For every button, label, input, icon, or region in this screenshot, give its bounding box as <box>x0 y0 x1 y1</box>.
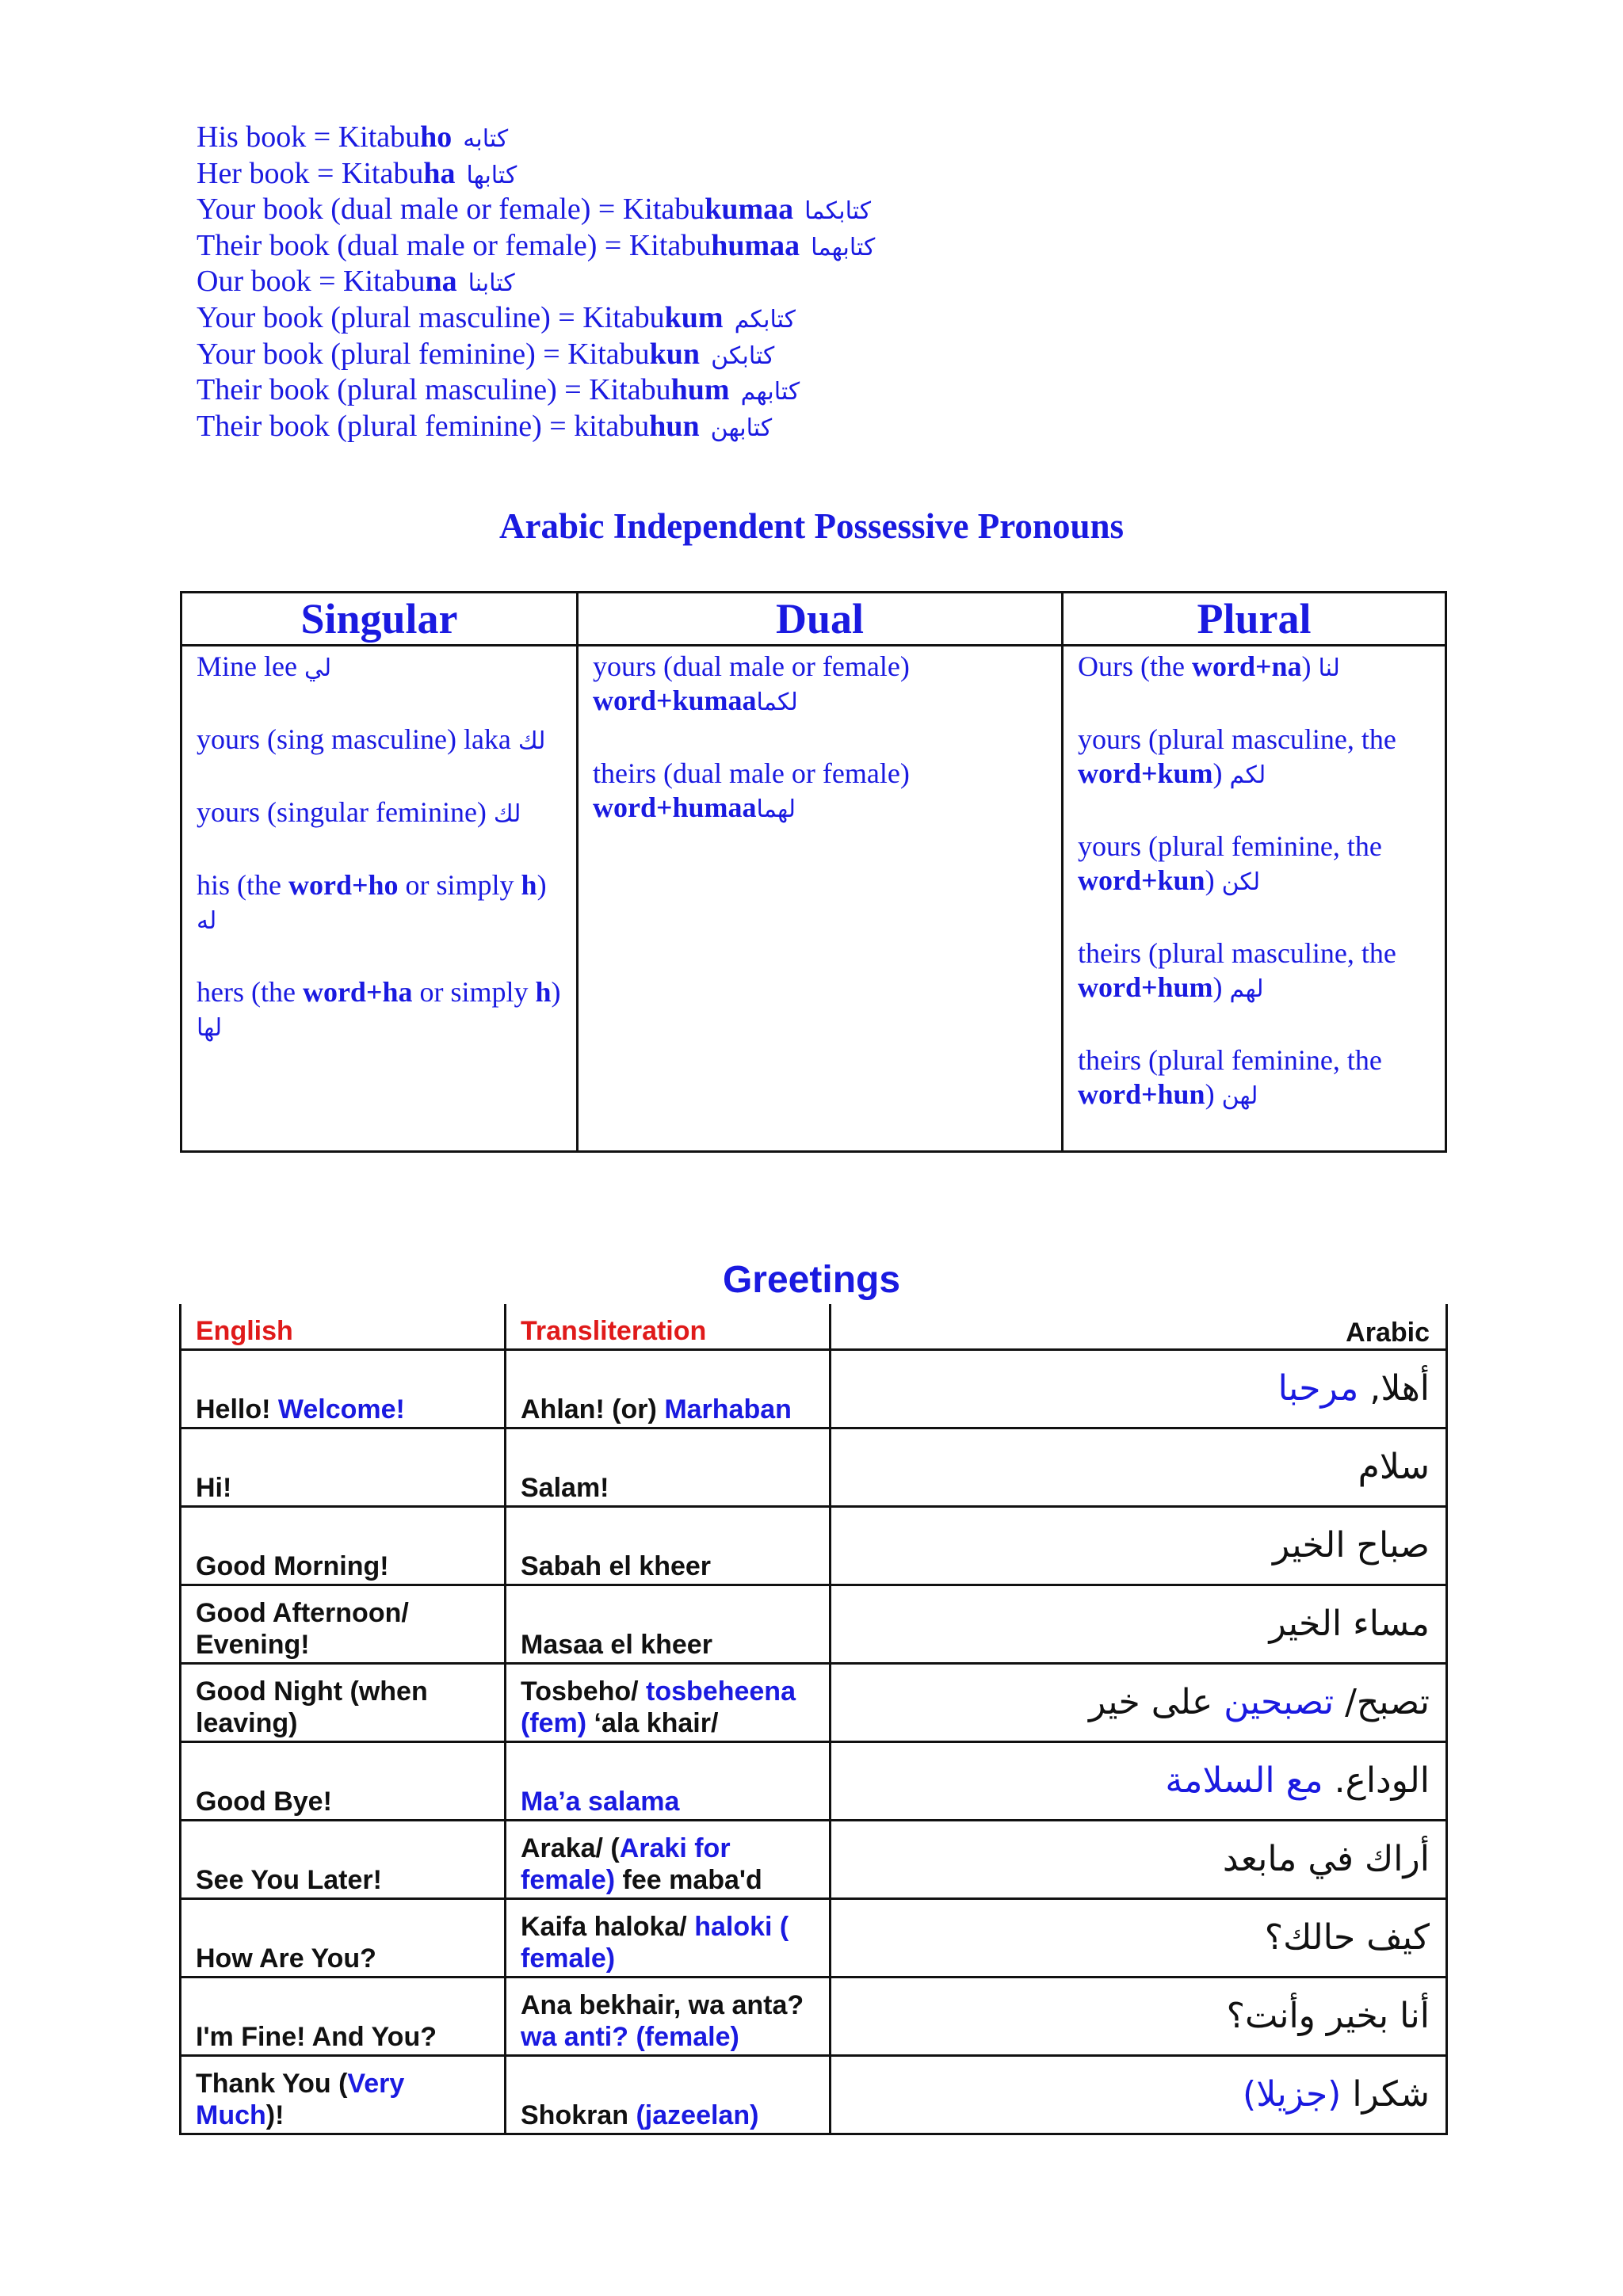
greeting-row <box>181 1742 1447 1821</box>
possessive-row <box>197 301 875 338</box>
pronoun-entry <box>197 650 565 685</box>
possessive-row <box>197 229 875 265</box>
greeting-english-part: Welcome! <box>277 1394 405 1425</box>
possessive-row <box>197 193 875 229</box>
pronoun-arabic: لنا <box>1318 654 1340 682</box>
possessive-arabic: كتابهم <box>740 378 800 406</box>
greeting-arabic-part: سلام <box>1358 1447 1430 1487</box>
greeting-arabic-part: شكرا <box>1341 2074 1430 2115</box>
greeting-english-part: Good Afternoon/ Evening! <box>196 1598 409 1660</box>
greeting-transliteration <box>506 1899 831 1978</box>
pronoun-arabic: لك <box>517 727 546 755</box>
pronoun-form: word+kun <box>1078 864 1205 896</box>
pronoun-text: yours (plural masculine, the <box>1078 723 1396 755</box>
greeting-arabic-part: (جزيلا) <box>1243 2074 1342 2115</box>
possessive-english: Our book = Kitabu <box>197 265 426 299</box>
possessive-english: Your book (plural masculine) = Kitabu <box>197 300 665 334</box>
possessive-row <box>197 120 875 157</box>
possessive-arabic: كتابه <box>463 125 509 153</box>
possessive-arabic: كتابكن <box>711 341 775 370</box>
pronoun-text: or simply <box>398 869 521 901</box>
greeting-transliteration-part: ‘ala khair/ <box>586 1708 719 1738</box>
greeting-english-part: Good Night (when leaving) <box>196 1676 428 1738</box>
possessive-english: Their book (plural feminine) = kitabu <box>197 409 650 443</box>
greeting-arabic-part: مع السلامة <box>1165 1760 1323 1801</box>
greeting-arabic <box>831 1821 1447 1899</box>
greeting-arabic-part: مساء الخير <box>1269 1604 1430 1644</box>
greeting-transliteration-part: Araki for female) <box>521 1833 731 1895</box>
pronoun-form: word+na <box>1191 650 1302 682</box>
pronoun-entry <box>593 650 1050 719</box>
greeting-transliteration-part: Ma’a salama <box>521 1787 680 1817</box>
greeting-english <box>181 1978 506 2056</box>
possessive-suffix: kun <box>649 337 701 371</box>
greeting-english <box>181 1585 506 1664</box>
greeting-english-part: How Are You? <box>196 1943 376 1974</box>
possessive-english: Your book (dual male or female) = Kitabu <box>197 193 705 227</box>
greeting-transliteration-part: fee maba'd <box>615 1865 762 1895</box>
greeting-arabic-part: أهلا, <box>1358 1368 1430 1409</box>
pronoun-form: word+ho <box>288 869 399 901</box>
possessive-row <box>197 157 875 193</box>
greeting-english <box>181 2056 506 2134</box>
greeting-transliteration <box>506 1742 831 1821</box>
greeting-english <box>181 1350 506 1428</box>
plural-column <box>1063 646 1446 1152</box>
pronoun-entry <box>197 868 565 938</box>
greeting-row <box>181 1899 1447 1978</box>
header-dual: Dual <box>578 593 1063 646</box>
greeting-english-part: Very Much <box>196 2069 405 2130</box>
greeting-arabic <box>831 1742 1447 1821</box>
pronoun-text: ) <box>1301 650 1319 682</box>
greeting-transliteration <box>506 2056 831 2134</box>
greeting-arabic-part: الوداع. <box>1323 1760 1430 1801</box>
greeting-transliteration-part: Ana bekhair, wa anta? <box>521 1990 804 2020</box>
pronoun-text: his (the <box>197 869 288 901</box>
pronoun-form: word+kumaa <box>593 685 757 716</box>
pronoun-entry <box>197 975 565 1045</box>
greeting-arabic <box>831 1350 1447 1428</box>
greeting-transliteration <box>506 1821 831 1899</box>
possessive-suffix-list <box>197 120 875 445</box>
pronoun-form: word+hun <box>1078 1078 1205 1110</box>
possessive-row <box>197 410 875 446</box>
pronoun-arabic: لكن <box>1221 868 1261 896</box>
greeting-transliteration-part: wa anti? (female) <box>521 2022 739 2052</box>
pronoun-text: theirs (plural feminine, the <box>1078 1044 1382 1076</box>
possessive-suffix: hum <box>670 373 730 407</box>
possessive-row <box>197 265 875 301</box>
pronoun-text: hers (the <box>197 976 303 1008</box>
singular-column <box>181 646 578 1152</box>
pronoun-arabic: له <box>197 907 217 935</box>
possessive-english: Their book (dual male or female) = Kitabu <box>197 228 712 262</box>
header-transliteration: Transliteration <box>506 1304 831 1350</box>
header-english: English <box>181 1304 506 1350</box>
greeting-arabic <box>831 1899 1447 1978</box>
greeting-english <box>181 1742 506 1821</box>
pronoun-text: ) <box>1205 1078 1222 1110</box>
greeting-row <box>181 1507 1447 1585</box>
greeting-transliteration <box>506 1978 831 2056</box>
possessive-suffix: ha <box>423 156 456 190</box>
greeting-english-part: See You Later! <box>196 1865 382 1895</box>
pronoun-text: yours (dual male or female) <box>593 650 910 682</box>
pronoun-arabic: لكما <box>756 688 798 716</box>
greeting-arabic <box>831 2056 1447 2134</box>
greeting-english-part: Good Bye! <box>196 1787 332 1817</box>
greeting-transliteration <box>506 1664 831 1742</box>
possessive-english: Her book = Kitabu <box>197 156 424 190</box>
pronoun-form: word+ha <box>302 976 413 1008</box>
greeting-row <box>181 1821 1447 1899</box>
pronoun-text: ) <box>537 869 547 901</box>
possessive-arabic: كتابها <box>466 161 517 189</box>
greeting-transliteration-part: Marhaban <box>664 1394 792 1425</box>
pronoun-arabic: لهم <box>1229 975 1264 1003</box>
possessive-row <box>197 338 875 374</box>
greetings-body <box>181 1350 1447 2134</box>
pronoun-text: Mine lee <box>197 650 304 682</box>
possessive-suffix: kumaa <box>705 193 794 227</box>
pronoun-form: word+kum <box>1078 757 1213 789</box>
greeting-english-part: I'm Fine! And You? <box>196 2022 437 2052</box>
greeting-english <box>181 1428 506 1507</box>
pronoun-arabic: لهما <box>756 795 796 823</box>
greeting-transliteration <box>506 1428 831 1507</box>
possessive-arabic: كتابنا <box>468 269 515 298</box>
greetings-header-row <box>181 1304 1447 1350</box>
greeting-row <box>181 1350 1447 1428</box>
pronoun-entry <box>593 757 1050 826</box>
pronoun-text: theirs (dual male or female) <box>593 757 910 789</box>
greeting-row <box>181 2056 1447 2134</box>
greeting-english <box>181 1664 506 1742</box>
greeting-english-part: Good Morning! <box>196 1551 389 1581</box>
possessive-arabic: كتابهن <box>710 414 773 442</box>
greeting-transliteration <box>506 1507 831 1585</box>
header-plural: Plural <box>1063 593 1446 646</box>
pronoun-text: ) <box>551 976 561 1008</box>
independent-pronouns-table <box>180 591 1447 1153</box>
greeting-arabic-part: كيف حالك؟ <box>1264 1917 1430 1958</box>
possessive-english: Their book (plural masculine) = Kitabu <box>197 373 671 407</box>
independent-pronouns-title: Arabic Independent Possessive Pronouns <box>498 506 1125 546</box>
table-body-row <box>181 646 1446 1152</box>
greeting-arabic <box>831 1978 1447 2056</box>
greeting-arabic-part: على خير <box>1089 1682 1224 1722</box>
greeting-english <box>181 1821 506 1899</box>
dual-column <box>578 646 1063 1152</box>
greeting-row <box>181 1428 1447 1507</box>
pronoun-text: ) <box>1212 971 1230 1003</box>
pronoun-entry <box>197 795 565 831</box>
pronoun-text: Ours (the <box>1078 650 1192 682</box>
pronoun-entry <box>1078 723 1434 792</box>
greeting-arabic-part: أنا بخير وأنت؟ <box>1226 1996 1430 2036</box>
greeting-transliteration-part: Tosbeho/ <box>521 1676 647 1707</box>
greeting-arabic <box>831 1585 1447 1664</box>
greeting-arabic <box>831 1428 1447 1507</box>
pronoun-text: ) <box>1205 864 1222 896</box>
pronoun-text: yours (plural feminine, the <box>1078 830 1382 862</box>
greeting-arabic <box>831 1664 1447 1742</box>
pronoun-text: ) <box>1212 757 1230 789</box>
pronoun-text: or simply <box>412 976 536 1008</box>
greeting-transliteration-part: Salam! <box>521 1473 609 1503</box>
greeting-row <box>181 1978 1447 2056</box>
greeting-arabic <box>831 1507 1447 1585</box>
pronoun-form: word+hum <box>1078 971 1213 1003</box>
possessive-suffix: humaa <box>711 228 800 262</box>
greetings-table <box>179 1304 1448 2135</box>
greeting-english <box>181 1507 506 1585</box>
possessive-suffix: kum <box>664 300 724 334</box>
greeting-arabic-part: تصبحين <box>1224 1682 1335 1722</box>
greeting-english-part: )! <box>265 2100 285 2130</box>
greeting-transliteration <box>506 1585 831 1664</box>
pronoun-entry <box>1078 650 1434 685</box>
pronoun-form: h <box>535 976 552 1008</box>
greeting-transliteration-part: haloki ( female) <box>521 1912 789 1974</box>
greeting-arabic-part: تصبح/ <box>1334 1682 1430 1722</box>
possessive-suffix: ho <box>420 120 453 154</box>
possessive-arabic: كتابهما <box>811 233 876 261</box>
possessive-english: His book = Kitabu <box>197 120 421 154</box>
greeting-arabic-part: أراك في مابعد <box>1222 1839 1430 1879</box>
greetings-title: Greetings <box>722 1259 901 1301</box>
possessive-suffix: na <box>425 265 457 299</box>
table-header-row <box>181 593 1446 646</box>
pronoun-form: h <box>521 869 537 901</box>
greeting-transliteration-part: Araka/ ( <box>521 1833 620 1863</box>
possessive-english: Your book (plural feminine) = Kitabu <box>197 337 650 371</box>
greeting-english-part: Hi! <box>196 1473 232 1503</box>
greeting-transliteration-part: Shokran <box>521 2100 636 2130</box>
greeting-transliteration <box>506 1350 831 1428</box>
pronoun-arabic: لك <box>493 800 521 828</box>
possessive-arabic: كتابكما <box>804 197 872 226</box>
pronoun-text: yours (sing masculine) laka <box>197 723 518 755</box>
pronoun-form: word+humaa <box>593 791 757 823</box>
possessive-row <box>197 373 875 410</box>
pronoun-arabic: لهن <box>1221 1082 1258 1110</box>
pronoun-arabic: لي <box>304 654 332 682</box>
header-arabic: Arabic <box>831 1304 1447 1350</box>
greeting-transliteration-part: Masaa el kheer <box>521 1630 712 1660</box>
greeting-transliteration-part: Kaifa haloka/ <box>521 1912 695 1942</box>
possessive-suffix: hun <box>649 409 700 443</box>
greeting-english-part: Thank You ( <box>196 2069 348 2099</box>
pronoun-text: theirs (plural masculine, the <box>1078 937 1396 969</box>
greeting-arabic-part: صباح الخير <box>1272 1525 1430 1566</box>
header-singular: Singular <box>181 593 578 646</box>
greeting-transliteration-part: tosbeheena (fem) <box>521 1676 796 1738</box>
greeting-row <box>181 1664 1447 1742</box>
greeting-row <box>181 1585 1447 1664</box>
greeting-transliteration-part: (jazeelan) <box>636 2100 759 2130</box>
pronoun-entry <box>197 723 565 758</box>
pronoun-entry <box>1078 1043 1434 1113</box>
pronoun-arabic: لها <box>197 1014 223 1042</box>
pronoun-entry <box>1078 936 1434 1006</box>
greeting-transliteration-part: Sabah el kheer <box>521 1551 712 1581</box>
greeting-english <box>181 1899 506 1978</box>
greeting-english-part: Hello! <box>196 1394 278 1425</box>
possessive-arabic: كتابكم <box>734 305 796 334</box>
pronoun-text: yours (singular feminine) <box>197 796 494 828</box>
greeting-transliteration-part: Ahlan! (or) <box>521 1394 665 1425</box>
greeting-arabic-part: مرحبا <box>1277 1368 1359 1409</box>
pronoun-arabic: لكم <box>1229 761 1266 789</box>
pronoun-entry <box>1078 830 1434 899</box>
